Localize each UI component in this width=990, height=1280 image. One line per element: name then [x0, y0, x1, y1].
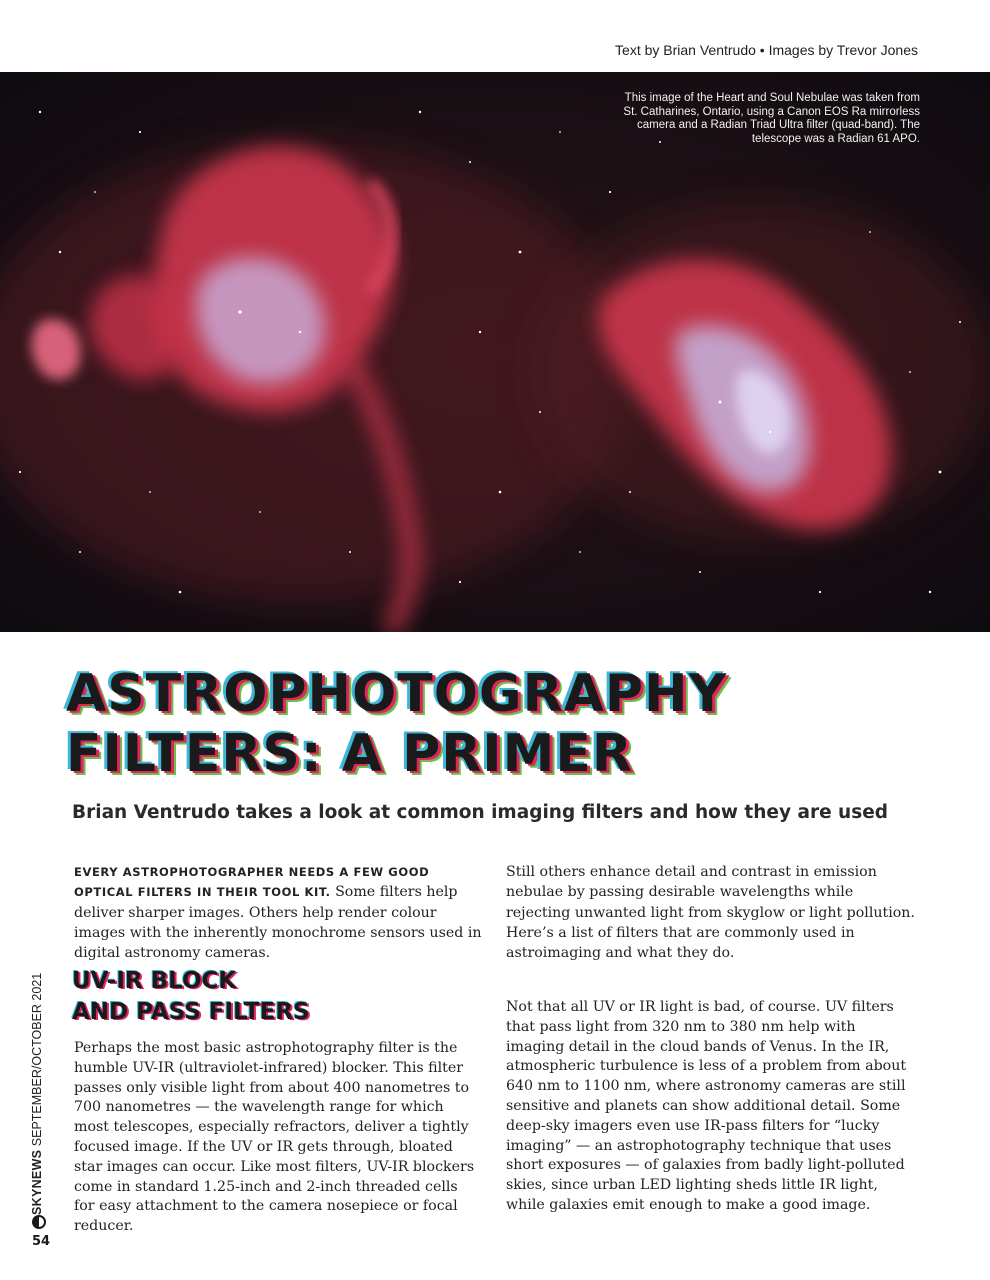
title-line-2: FILTERS: A PRIMER	[66, 724, 633, 784]
issue-date: SEPTEMBER/OCTOBER 2021	[30, 972, 44, 1150]
intro-paragraph-left	[74, 862, 490, 963]
issue-label	[30, 973, 44, 1215]
magazine-brand: SKYNEWS	[30, 1149, 44, 1215]
article-title	[66, 664, 926, 784]
byline-credit: Text by Brian Ventrudo • Images by Trevor Jones	[615, 42, 918, 58]
intro-lead-in: EVERY ASTROPHOTOGRAPHER NEEDS A FEW GOOD OPTICAL FILTERS IN THEIR TOOL KIT.	[74, 865, 430, 900]
intro-left-text: Some filters help deliver sharper images. Others help render colour images with the inherently monochrome sensors used in digital astronomy cameras.	[74, 884, 482, 962]
issue-sidebar	[30, 972, 48, 1215]
image-caption: This image of the Heart and Soul Nebulae was taken from St. Catharines, Ontario, using a Canon EOS Ra mirrorless camera and a Radian Triad Ultra filter (quad-band). The telescope was a Radian 61 APO.	[623, 92, 920, 145]
article-subtitle: Brian Ventrudo takes a look at common imaging filters and how they are used	[72, 802, 889, 823]
section-heading	[72, 966, 310, 1028]
body-paragraph-right: Not that all UV or IR light is bad, of course. UV filters that pass light from 320 nm to 380 nm help with imaging detail in the cloud bands of Venus. In the IR, atmospheric turbulence is less of a problem from about 640 nm to 1100 nm, where astronomy cameras are still sensitive and planets can show additional detail. Some deep-sky imagers even use IR-pass filters for “lucky imaging” — an astrophotography technique that uses short exposures — of galaxies from badly light-polluted skies, since urban LED lighting sheds little IR light, while galaxies emit enough to make a good image.	[506, 999, 907, 1213]
section-heading-line-1: UV-IR BLOCK	[72, 968, 237, 994]
intro-paragraph-right: Still others enhance detail and contrast in emission nebulae by passing desirable wavelengths while rejecting unwanted light from skyglow or light pollution. Here’s a list of filters that are commonly used in astroimaging and what they do.	[506, 864, 915, 962]
section-heading-line-2: AND PASS FILTERS	[72, 999, 310, 1025]
body-paragraph-left: Perhaps the most basic astrophotography filter is the humble UV-IR (ultraviolet-infrared) blocker. This filter passes only visible light from about 400 nanometres to 700 nanometres — the wavelength range for which most telescopes, especially refractors, deliver a tightly focused image. If the UV or IR gets through, bloated star images can occur. Like most filters, UV-IR blockers come in standard 1.25-inch and 2-inch threaded cells for easy attachment to the camera nosepiece or focal reducer.	[74, 1040, 475, 1235]
title-line-1: ASTROPHOTOGRAPHY	[66, 664, 728, 724]
hero-nebula-image	[0, 72, 990, 632]
nebula-illustration	[0, 72, 990, 632]
moon-phase-icon	[32, 1215, 46, 1229]
page-number: 54	[32, 1234, 51, 1249]
